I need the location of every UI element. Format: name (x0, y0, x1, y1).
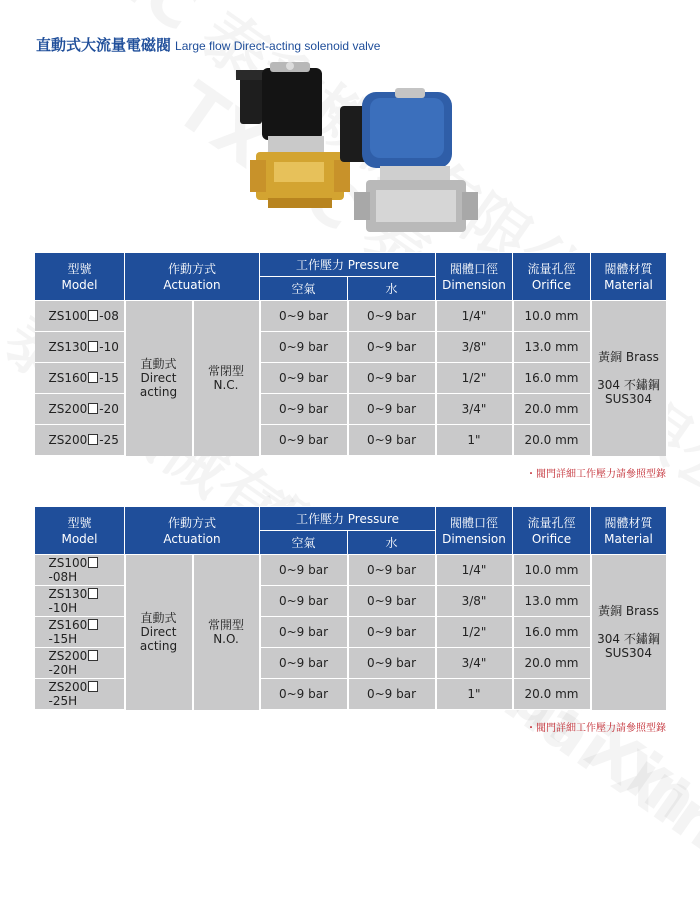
orifice-cell: 10.0 mm (513, 555, 591, 586)
header-model: 型號 Model (35, 507, 125, 555)
water-cell: 0~9 bar (348, 332, 436, 363)
header-material: 閥體材質 Material (591, 507, 667, 555)
header-pressure: 工作壓力 Pressure (260, 253, 436, 277)
model-box-icon (88, 619, 98, 630)
air-cell: 0~9 bar (260, 332, 348, 363)
water-cell: 0~9 bar (348, 425, 436, 456)
stainless-valve-image (340, 88, 478, 232)
dimension-cell: 1" (436, 425, 513, 456)
air-cell: 0~9 bar (260, 394, 348, 425)
header-actuation: 作動方式 Actuation (125, 253, 260, 301)
model-cell: ZS200 -20 (35, 394, 125, 425)
header-material: 閥體材質 Material (591, 253, 667, 301)
water-cell: 0~9 bar (348, 363, 436, 394)
header-dimension: 閥體口徑 Dimension (436, 253, 513, 301)
orifice-cell: 10.0 mm (513, 301, 591, 332)
model-box-icon (88, 341, 98, 352)
model-cell: ZS130-10H (35, 586, 125, 617)
header-orifice: 流量孔徑 Orifice (513, 253, 591, 301)
actuation-type-cell: 直動式 Direct acting (125, 301, 193, 456)
page-title (36, 34, 380, 55)
water-cell: 0~9 bar (348, 555, 436, 586)
air-cell: 0~9 bar (260, 648, 348, 679)
header-air: 空氣 (260, 531, 348, 555)
orifice-cell: 20.0 mm (513, 425, 591, 456)
header-water: 水 (348, 531, 436, 555)
model-box-icon (88, 434, 98, 445)
water-cell: 0~9 bar (348, 648, 436, 679)
water-cell: 0~9 bar (348, 301, 436, 332)
header-orifice: 流量孔徑 Orifice (513, 507, 591, 555)
orifice-cell: 13.0 mm (513, 586, 591, 617)
dimension-cell: 1/2" (436, 363, 513, 394)
dimension-cell: 3/4" (436, 648, 513, 679)
header-model: 型號 Model (35, 253, 125, 301)
header-dimension: 閥體口徑 Dimension (436, 507, 513, 555)
water-cell: 0~9 bar (348, 617, 436, 648)
air-cell: 0~9 bar (260, 425, 348, 456)
title-zh: 直動式大流量電磁閥 (36, 36, 172, 54)
model-box-icon (88, 310, 98, 321)
model-cell: ZS160-15H (35, 617, 125, 648)
air-cell: 0~9 bar (260, 679, 348, 710)
header-pressure: 工作壓力 Pressure (260, 507, 436, 531)
orifice-cell: 20.0 mm (513, 648, 591, 679)
model-box-icon (88, 650, 98, 661)
model-cell: ZS200-20H (35, 648, 125, 679)
solenoid-valve-photo (230, 62, 480, 242)
model-cell: ZS100 -08 (35, 301, 125, 332)
model-box-icon (88, 403, 98, 414)
dimension-cell: 1/4" (436, 301, 513, 332)
model-cell: ZS200 -25 (35, 425, 125, 456)
pressure-note: ・閥門詳細工作壓力請參照型錄 (526, 723, 666, 734)
water-cell: 0~9 bar (348, 394, 436, 425)
table-row (35, 555, 667, 586)
dimension-cell: 1" (436, 679, 513, 710)
orifice-cell: 20.0 mm (513, 679, 591, 710)
header-actuation: 作動方式 Actuation (125, 507, 260, 555)
orifice-cell: 20.0 mm (513, 394, 591, 425)
water-cell: 0~9 bar (348, 679, 436, 710)
state-cell: 常開型 N.O. (193, 555, 260, 710)
orifice-cell: 16.0 mm (513, 617, 591, 648)
header-air: 空氣 (260, 277, 348, 301)
pressure-note: ・閥門詳細工作壓力請參照型錄 (526, 469, 666, 480)
dimension-cell: 1/2" (436, 617, 513, 648)
water-cell: 0~9 bar (348, 586, 436, 617)
air-cell: 0~9 bar (260, 555, 348, 586)
air-cell: 0~9 bar (260, 363, 348, 394)
spec-table-nc (34, 252, 668, 456)
material-cell: 黃銅 Brass 304 不鏽鋼 SUS304 (591, 555, 667, 710)
spec-table-no (34, 506, 668, 710)
material-cell: 黃銅 Brass 304 不鏽鋼 SUS304 (591, 301, 667, 456)
brass-valve-image (236, 62, 350, 208)
state-cell: 常閉型 N.C. (193, 301, 260, 456)
model-cell: ZS130 -10 (35, 332, 125, 363)
model-cell: ZS200-25H (35, 679, 125, 710)
title-en: Large flow Direct-acting solenoid valve (175, 39, 381, 53)
dimension-cell: 3/8" (436, 332, 513, 363)
air-cell: 0~9 bar (260, 301, 348, 332)
dimension-cell: 3/4" (436, 394, 513, 425)
dimension-cell: 3/8" (436, 586, 513, 617)
table-row (35, 301, 667, 332)
actuation-type-cell: 直動式 Direct acting (125, 555, 193, 710)
air-cell: 0~9 bar (260, 586, 348, 617)
model-box-icon (88, 681, 98, 692)
model-cell: ZS160 -15 (35, 363, 125, 394)
model-box-icon (88, 557, 98, 568)
model-box-icon (88, 588, 98, 599)
orifice-cell: 13.0 mm (513, 332, 591, 363)
header-water: 水 (348, 277, 436, 301)
dimension-cell: 1/4" (436, 555, 513, 586)
model-cell: ZS100-08H (35, 555, 125, 586)
model-box-icon (88, 372, 98, 383)
orifice-cell: 16.0 mm (513, 363, 591, 394)
air-cell: 0~9 bar (260, 617, 348, 648)
